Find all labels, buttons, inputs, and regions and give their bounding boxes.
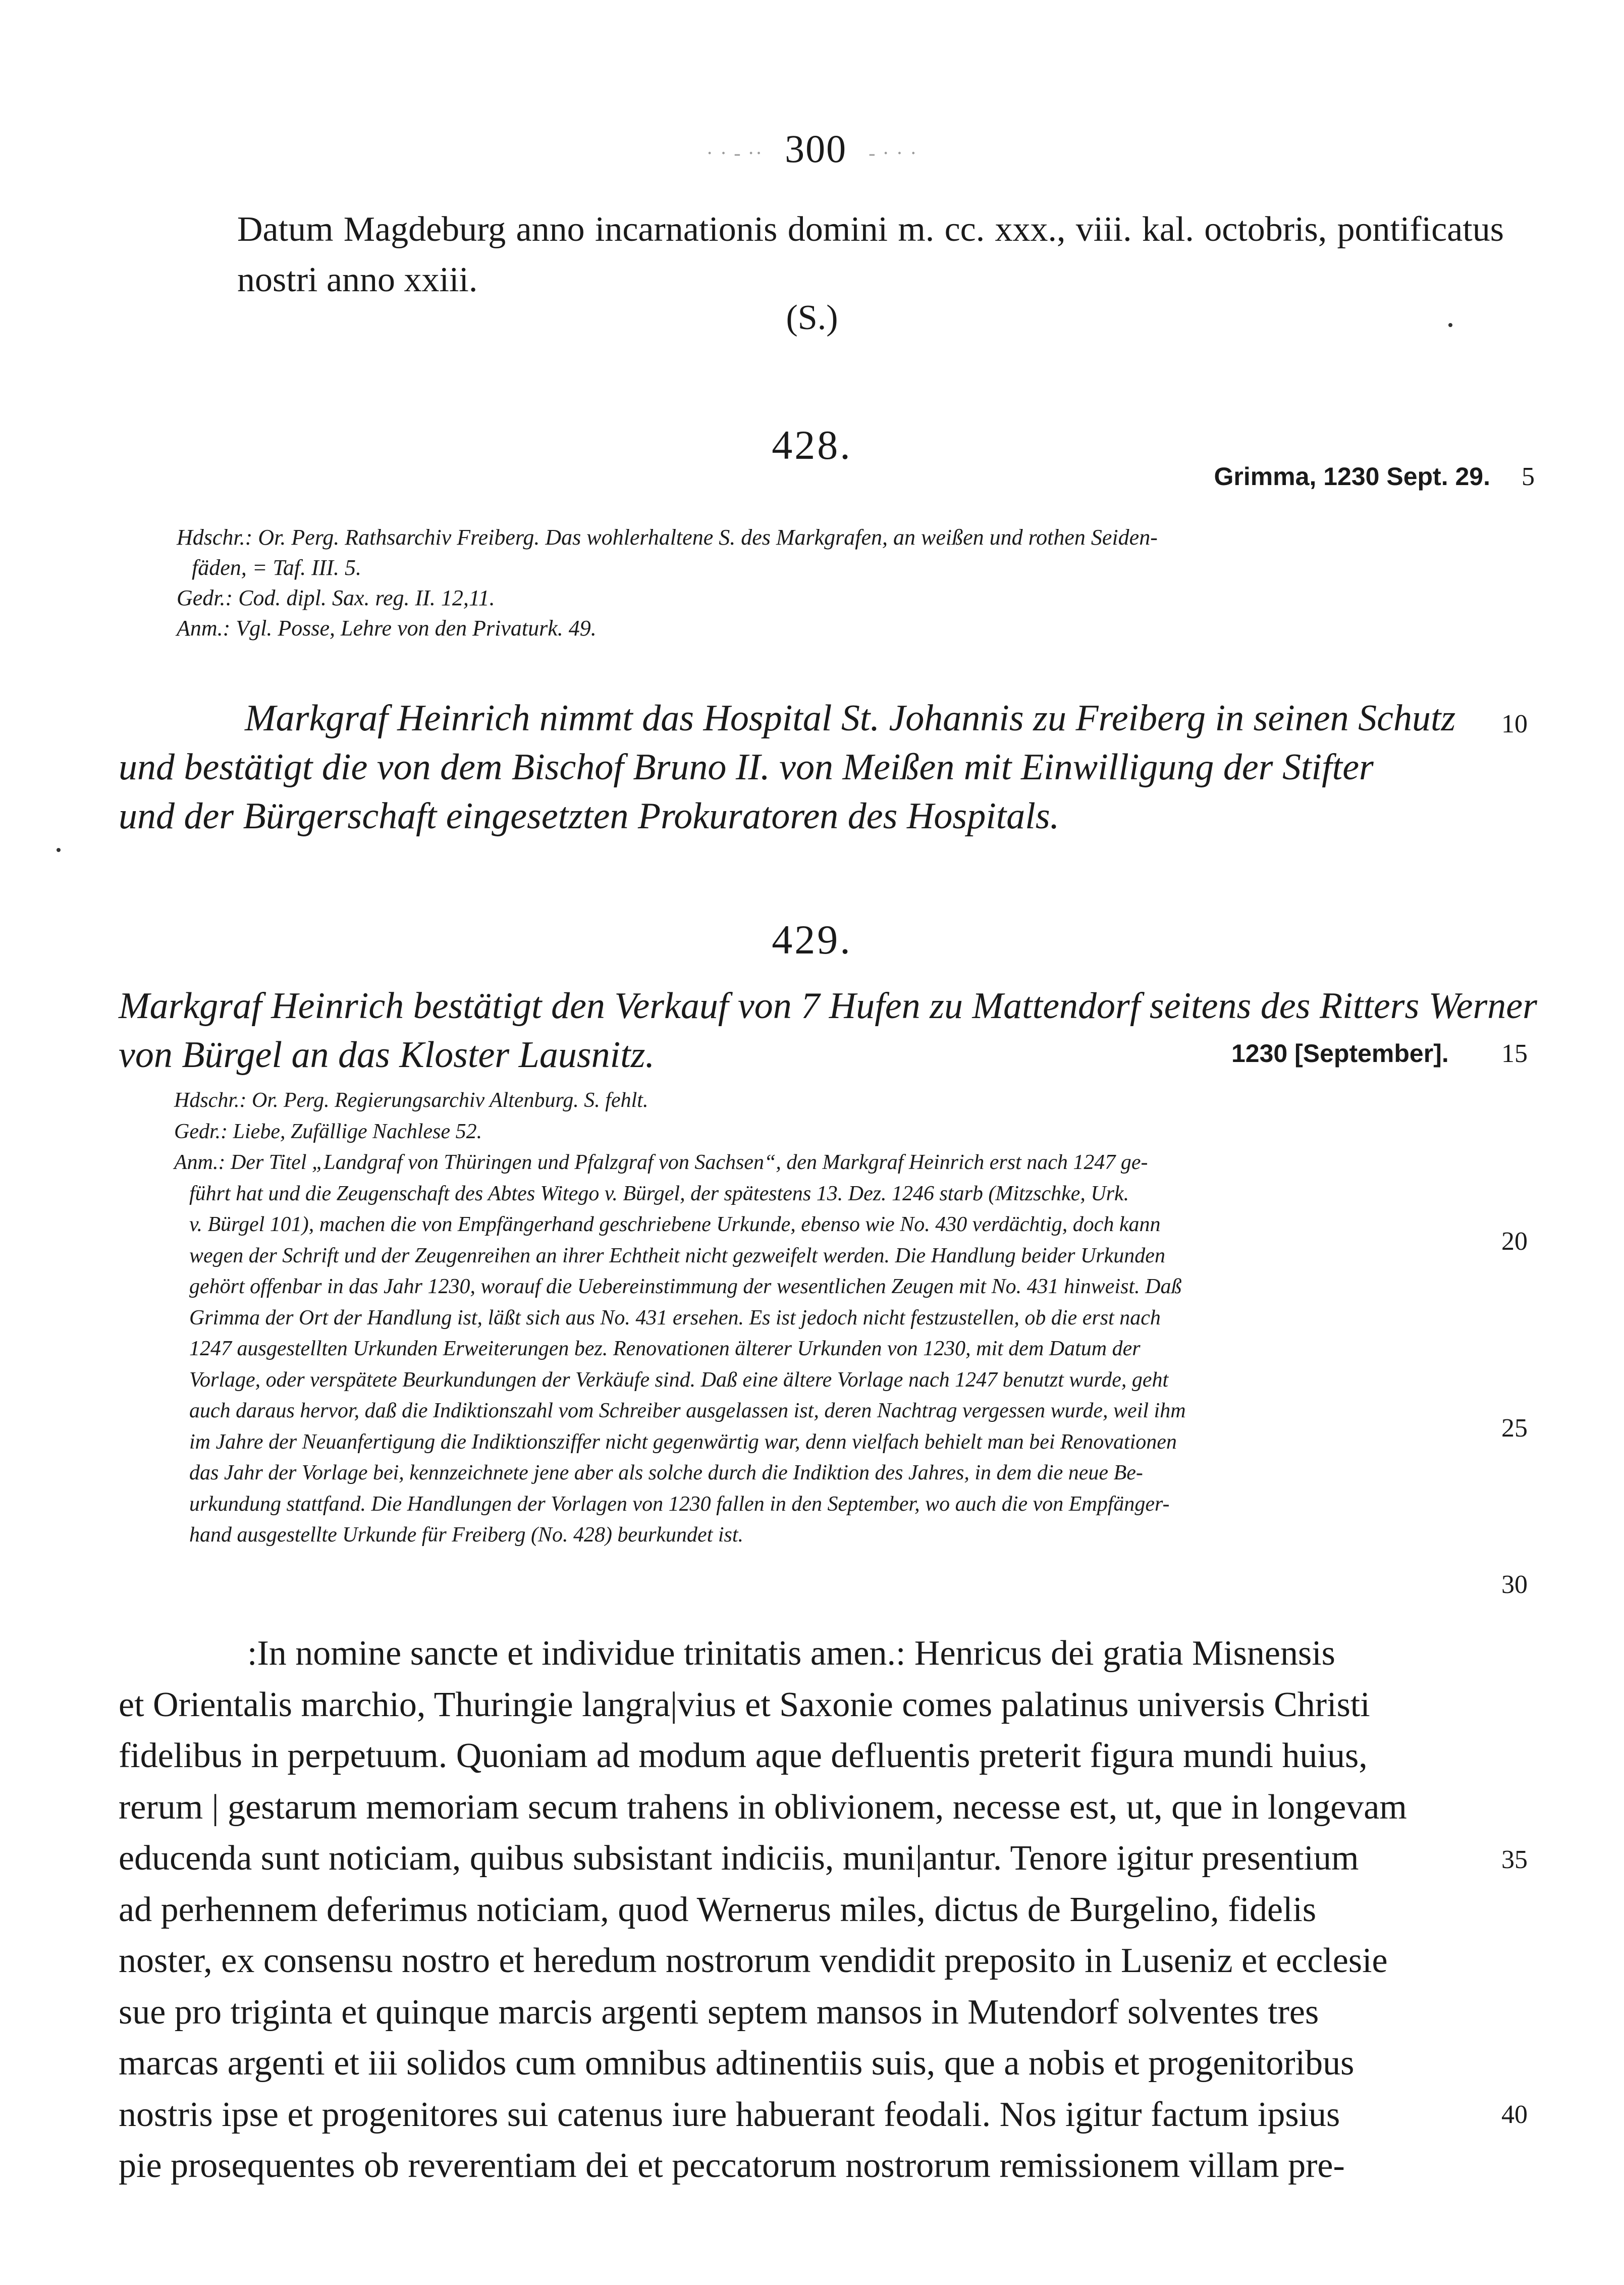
body-line: marcas argenti et iii solidos cum omnibus adtinentiis suis, que a nobis et progenitoribus xyxy=(119,2044,1355,2083)
doc429-note-line: auch daraus hervor, daß die Indiktionszahl vom Schreiber ausgelassen ist, deren Nachtrag vergessen wurde, weil ihm xyxy=(189,1399,1186,1422)
doc428-place-date: Grimma, 1230 Sept. 29. xyxy=(1214,462,1490,491)
body-line: educenda sunt noticiam, quibus subsistant indiciis, muni|antur. Tenore igitur presentium xyxy=(119,1839,1359,1878)
doc429-notes xyxy=(174,1085,1486,1551)
doc429-note-line: 1247 ausgestellten Urkunden Erweiterungen bez. Renovationen älterer Urkunden von 1230, mit dem Datum der xyxy=(189,1337,1141,1360)
doc429-note-line: v. Bürgel 101), machen die von Empfängerhand geschriebene Urkunde, ebenso wie No. 430 verdächtig, doch kann xyxy=(189,1213,1161,1236)
doc428-regest-line: und der Bürgerschaft eingesetzten Prokuratoren des Hospitals. xyxy=(119,795,1060,837)
page-number-dash-right: - · · · xyxy=(869,141,918,165)
body-line: pie prosequentes ob reverentiam dei et peccatorum nostrorum remissionem villam pre- xyxy=(119,2146,1345,2185)
doc428-note-line: fäden, = Taf. III. 5. xyxy=(192,555,362,580)
body-line: rerum | gestarum memoriam secum trahens in oblivionem, necesse est, ut, que in longevam xyxy=(119,1787,1407,1827)
body-margin-40: 40 xyxy=(1501,2100,1528,2129)
body-line: :In nomine sancte et individue trinitatis amen.: Henricus dei gratia Misnensis xyxy=(247,1634,1335,1673)
notes-margin-20: 20 xyxy=(1501,1227,1528,1256)
doc428-regest-line: Markgraf Heinrich nimmt das Hospital St. Johannis zu Freiberg in seinen Schutz xyxy=(245,698,1456,739)
doc429-regest-line: Markgraf Heinrich bestätigt den Verkauf von 7 Hufen zu Mattendorf seitens des Ritters Werner xyxy=(119,985,1537,1027)
doc428-regest-margin: 10 xyxy=(1501,710,1528,738)
doc429-regest-line: von Bürgel an das Kloster Lausnitz. xyxy=(119,1034,655,1076)
doc429-body xyxy=(119,1628,1481,2192)
doc429-note-line: urkundung stattfand. Die Handlungen der Vorlagen von 1230 fallen in den September, wo auch die von Empfänger- xyxy=(189,1492,1170,1516)
datum-line: Datum Magdeburg anno incarnationis domini m. cc. xxx., viii. kal. octobris, pontificatus nostri anno xxiii. xyxy=(237,210,1504,299)
body-margin-35: 35 xyxy=(1501,1845,1528,1874)
seal-mark: (S.) xyxy=(786,298,838,337)
doc428-note-line: Gedr.: Cod. dipl. Sax. reg. II. 12,11. xyxy=(177,586,495,610)
doc428-regest-line: und bestätigt die von dem Bischof Bruno II. von Meißen mit Einwilligung der Stifter xyxy=(119,747,1374,788)
doc428-note-line: Anm.: Vgl. Posse, Lehre von den Privaturk. 49. xyxy=(177,616,597,641)
stray-dot xyxy=(57,848,61,852)
doc429-number: 429. xyxy=(772,917,852,963)
notes-margin-30: 30 xyxy=(1501,1570,1528,1599)
stray-dot xyxy=(1448,323,1452,327)
doc429-note-line: Anm.: Der Titel „Landgraf von Thüringen und Pfalzgraf von Sachsen“, den Markgraf Heinrich erst nach 1247 ge- xyxy=(174,1151,1148,1174)
doc428-notes xyxy=(177,522,1509,644)
doc429-date-margin: 15 xyxy=(1501,1039,1528,1068)
doc429-note-line: Vorlage, oder verspätete Beurkundungen der Verkäufe sind. Daß eine ältere Vorlage nach 1247 benutzt wurde, geht xyxy=(189,1368,1169,1392)
doc428-margin-line: 5 xyxy=(1522,462,1535,491)
doc429-note-line: Gedr.: Liebe, Zufällige Nachlese 52. xyxy=(174,1120,482,1143)
doc429-note-line: Hdschr.: Or. Perg. Regierungsarchiv Altenburg. S. fehlt. xyxy=(174,1089,648,1112)
doc429-note-line: das Jahr der Vorlage bei, kennzeichnete jene aber als solche durch die Indiktion des Jahres, in dem die neue Be- xyxy=(189,1461,1143,1484)
doc429-note-line: hand ausgestellte Urkunde für Freiberg (No. 428) beurkundet ist. xyxy=(189,1523,744,1547)
doc428-note-line: Hdschr.: Or. Perg. Rathsarchiv Freiberg. Das wohlerhaltene S. des Markgrafen, an weißen und rothen Seiden- xyxy=(177,525,1158,550)
doc429-note-line: führt hat und die Zeugenschaft des Abtes Witego v. Bürgel, der spätestens 13. Dez. 1246 starb (Mitzschke, Urk. xyxy=(189,1182,1129,1205)
page-number-value: 300 xyxy=(785,127,847,171)
page-number-dash-left: · · - ·· xyxy=(706,141,764,165)
doc428-number: 428. xyxy=(772,422,852,468)
body-line: et Orientalis marchio, Thuringie langra|vius et Saxonie comes palatinus universis Christi xyxy=(119,1685,1370,1724)
notes-margin-25: 25 xyxy=(1501,1414,1528,1443)
body-line: sue pro triginta et quinque marcis argenti septem mansos in Mutendorf solventes tres xyxy=(119,1992,1319,2032)
doc428-regest xyxy=(119,694,1501,841)
body-line: ad perhennem deferimus noticiam, quod Wernerus miles, dictus de Burgelino, fidelis xyxy=(119,1890,1317,1929)
doc429-date: 1230 [September]. xyxy=(1231,1039,1449,1068)
body-line: fidelibus in perpetuum. Quoniam ad modum aque defluentis preterit figura mundi huius, xyxy=(119,1736,1368,1775)
doc429-note-line: wegen der Schrift und der Zeugenreihen an ihrer Echtheit nicht gezweifelt werden. Die Handlung beider Urkunden xyxy=(189,1244,1165,1267)
body-line: nostris ipse et progenitores sui catenus iure habuerant feodali. Nos igitur factum ipsius xyxy=(119,2095,1340,2134)
page-number xyxy=(0,126,1624,172)
doc429-note-line: Grimma der Ort der Handlung ist, läßt sich aus No. 431 ersehen. Es ist jedoch nicht festzustellen, ob die erst nach xyxy=(189,1306,1161,1330)
body-line: noster, ex consensu nostro et heredum nostrorum vendidit preposito in Luseniz et ecclesie xyxy=(119,1941,1388,1980)
doc429-note-line: im Jahre der Neuanfertigung die Indiktionsziffer nicht gegenwärtig war, denn vielfach behielt man bei Renovationen xyxy=(189,1430,1177,1454)
doc429-note-line: gehört offenbar in das Jahr 1230, worauf die Uebereinstimmung der wesentlichen Zeugen mit No. 431 hinweist. Daß xyxy=(189,1275,1182,1298)
